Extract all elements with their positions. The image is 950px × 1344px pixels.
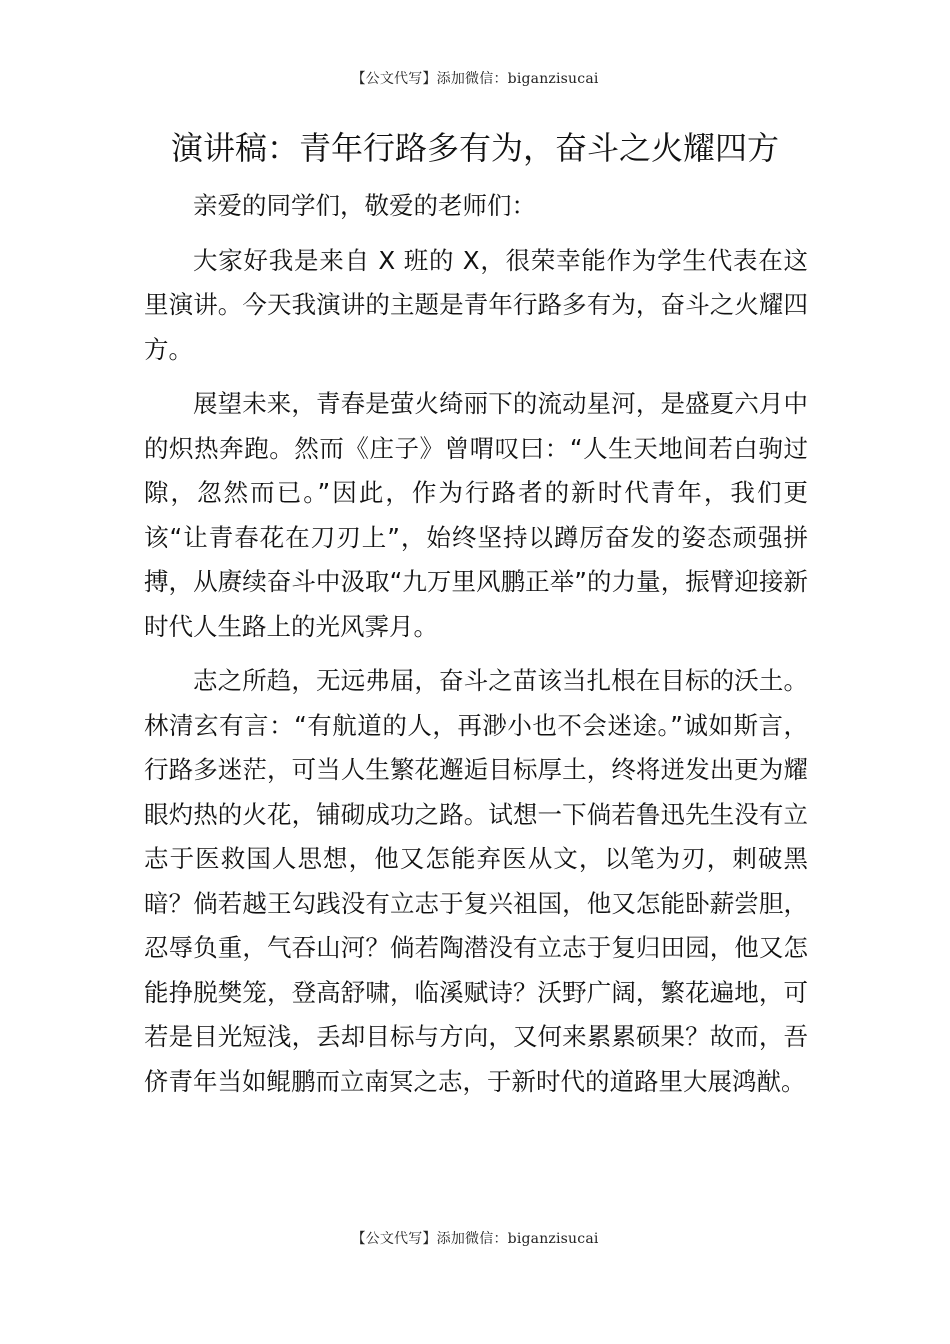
salutation-paragraph: 亲爱的同学们，敬爱的老师们： [193,191,536,220]
document-title: 演讲稿：青年行路多有为，奋斗之火耀四方 [170,129,779,167]
document-body [144,184,808,1114]
intro-paragraph: 大家好我是来自 X 班的 X，很荣幸能作为学生代表在这里演讲。今天我演讲的主题是青年行路多有为，奋斗之火耀四方。 [144,245,808,364]
body-paragraph-ambition: 志之所趋，无远弗届，奋斗之苗该当扎根在目标的沃土。林清玄有言：“有航道的人，再渺小也不会迷途。”诚如斯言，行路多迷茫，可当人生繁花邂逅目标厚土，终将迸发出更为耀眼灼热的火花，铺砌成功之路。试想一下倘若鲁迅先生没有立志于医救国人思想，他又怎能弃医从文，以笔为刃，刺破黑暗？倘若越王勾践没有立志于复兴祖国，他又怎能卧薪尝胆，忍辱负重，气吞山河？倘若陶潜没有立志于复归田园，他又怎能挣脱樊笼，登高舒啸，临溪赋诗？沃野广阔，繁花遍地，可若是目光短浅，丢却目标与方向，又何来累累硕果？故而，吾侪青年当如鲲鹏而立南冥之志，于新时代的道路里大展鸿猷。 [144,666,808,1096]
footer-watermark-note: 【公文代写】添加微信：biganzisucai [351,1231,599,1247]
body-paragraph-future: 展望未来，青春是萤火绮丽下的流动星河，是盛夏六月中的炽热奔跑。然而《庄子》曾喟叹曰：“人生天地间若白驹过隙，忽然而已。”因此，作为行路者的新时代青年，我们更该“让青春花在刀刃上”，始终坚持以蹲厉奋发的姿态顽强拼搏，从赓续奋斗中汲取“九万里风鹏正举”的力量，振臂迎接新时代人生路上的光风霁月。 [144,389,808,641]
header-watermark-note: 【公文代写】添加微信：biganzisucai [351,71,599,87]
